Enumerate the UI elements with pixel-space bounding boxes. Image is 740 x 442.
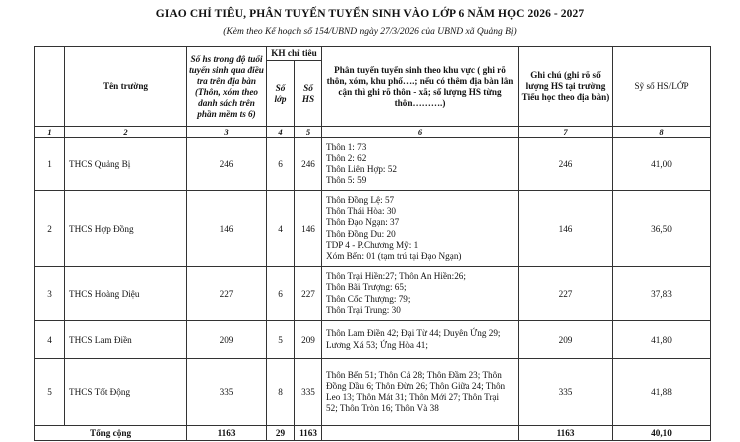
row-classes: 5 — [267, 321, 295, 359]
row-school: THCS Hợp Đồng — [65, 191, 187, 267]
area-line: Thôn Trại Hiền:27; Thôn An Hiền:26; — [326, 271, 466, 282]
area-line: Lương Xá 53; Ứng Hòa 41; — [326, 339, 428, 350]
table-row — [35, 138, 711, 191]
table-row — [35, 321, 711, 359]
row-area — [322, 191, 519, 267]
area-line: Thôn 1: 73 — [326, 141, 367, 152]
index-cell: 8 — [613, 127, 711, 138]
area-line: Thôn Đồng Du: 20 — [326, 228, 396, 239]
total-age-count: 1163 — [187, 426, 267, 441]
total-students: 1163 — [295, 426, 322, 441]
row-stt: 3 — [35, 267, 65, 321]
total-row — [35, 426, 711, 441]
total-label: Tổng cộng — [35, 426, 187, 441]
row-students: 146 — [295, 191, 322, 267]
area-line: Thôn Bãi Trượng: 65; — [326, 282, 407, 293]
row-area — [322, 138, 519, 191]
index-cell: 2 — [65, 127, 187, 138]
header-students: Số HS — [295, 61, 322, 127]
header-school: Tên trường — [65, 47, 187, 127]
row-students: 209 — [295, 321, 322, 359]
header-plan: KH chỉ tiêu — [267, 47, 322, 61]
header-age-count: Số hs trong độ tuổi tuyển sinh qua điều tra trên địa bàn (Thôn, xóm theo danh sách trên phần mềm ts 6) — [187, 47, 267, 127]
area-line: Thôn 5: 59 — [326, 175, 367, 186]
row-students: 246 — [295, 138, 322, 191]
area-line: Thôn Đạo Ngạn: 37 — [326, 217, 400, 228]
index-cell: 7 — [519, 127, 613, 138]
document-title: GIAO CHỈ TIÊU, PHÂN TUYẾN TUYỂN SINH VÀO LỚP 6 NĂM HỌC 2026 - 2027 — [155, 8, 585, 20]
row-area — [322, 267, 519, 321]
row-students: 335 — [295, 359, 322, 426]
row-stt: 1 — [35, 138, 65, 191]
enrollment-table — [34, 46, 711, 441]
area-line: Thôn Bến 51; Thôn Cả 28; Thôn Đầm 23; Thôn — [326, 369, 502, 380]
row-classes: 6 — [267, 138, 295, 191]
index-cell: 4 — [267, 127, 295, 138]
row-note: 246 — [519, 138, 613, 191]
row-ratio: 41,00 — [613, 138, 711, 191]
header-classes: Số lớp — [267, 61, 295, 127]
table-row — [35, 359, 711, 426]
row-ratio: 37,83 — [613, 267, 711, 321]
row-classes: 8 — [267, 359, 295, 426]
index-cell: 6 — [322, 127, 519, 138]
header-row-1 — [35, 47, 711, 61]
row-age-count: 146 — [187, 191, 267, 267]
area-line: Leo 13; Thôn Mát 31; Thôn Mới 27; Thôn Trại — [326, 392, 500, 402]
index-cell: 1 — [35, 127, 65, 138]
header-stt — [35, 47, 65, 127]
row-school: THCS Hoàng Diệu — [65, 267, 187, 321]
document-subtitle: (Kèm theo Kế hoạch số 154/UBND ngày 27/3/2026 của UBND xã Quảng Bị) — [223, 27, 517, 37]
row-age-count: 335 — [187, 359, 267, 426]
area-line: Thôn Đồng Lệ: 57 — [326, 194, 395, 205]
index-cell: 5 — [295, 127, 322, 138]
row-note: 209 — [519, 321, 613, 359]
area-line: Thôn Thái Hòa: 30 — [326, 206, 397, 217]
row-note: 227 — [519, 267, 613, 321]
row-classes: 6 — [267, 267, 295, 321]
index-row — [35, 127, 711, 138]
header-note: Ghi chú (ghi rõ số lượng HS tại trường Tiểu học theo địa bàn) — [519, 47, 613, 127]
row-school: THCS Lam Điền — [65, 321, 187, 359]
row-area — [322, 359, 519, 426]
row-stt: 4 — [35, 321, 65, 359]
area-line: Thôn 2: 62 — [326, 152, 367, 163]
total-ratio: 40,10 — [613, 426, 711, 441]
table-row — [35, 191, 711, 267]
index-cell: 3 — [187, 127, 267, 138]
row-ratio: 41,80 — [613, 321, 711, 359]
row-stt: 2 — [35, 191, 65, 267]
row-stt: 5 — [35, 359, 65, 426]
row-school: THCS Quảng Bị — [65, 138, 187, 191]
total-area — [322, 426, 519, 441]
row-note: 335 — [519, 359, 613, 426]
row-note: 146 — [519, 191, 613, 267]
area-line: Thôn Liên Hợp: 52 — [326, 164, 397, 174]
row-classes: 4 — [267, 191, 295, 267]
area-line: Thôn Trại Trung: 30 — [326, 304, 401, 315]
row-age-count: 246 — [187, 138, 267, 191]
area-line: TDP 4 - P.Chương Mỹ: 1 — [326, 239, 419, 250]
row-area — [322, 321, 519, 359]
row-school: THCS Tốt Động — [65, 359, 187, 426]
area-line: Thôn Cốc Thượng: 79; — [326, 293, 411, 304]
row-students: 227 — [295, 267, 322, 321]
area-line: 52; Thôn Tròn 16; Thôn Và 38 — [326, 403, 439, 414]
table-row — [35, 267, 711, 321]
area-line: Thôn Lam Điền 42; Đại Từ 44; Duyên Ứng 29; — [326, 328, 501, 339]
row-age-count: 227 — [187, 267, 267, 321]
total-classes: 29 — [267, 426, 295, 441]
row-ratio: 36,50 — [613, 191, 711, 267]
header-ratio: Sỹ số HS/LỚP — [613, 47, 711, 127]
area-line: Xóm Bến: 01 (tạm trú tại Đạo Ngạn) — [326, 250, 462, 261]
row-ratio: 41,88 — [613, 359, 711, 426]
total-note: 1163 — [519, 426, 613, 441]
row-age-count: 209 — [187, 321, 267, 359]
header-area: Phân tuyến tuyển sinh theo khu vực ( ghi rõ thôn, xóm, khu phố….; nếu có thêm địa bàn lân cận thì ghi rõ thôn - xã; số lượng HS từng thôn……….) — [322, 47, 519, 127]
area-line: Đồng Dầu 6; Thôn Đừn 26; Thôn Giữa 24; Thôn — [326, 380, 506, 391]
